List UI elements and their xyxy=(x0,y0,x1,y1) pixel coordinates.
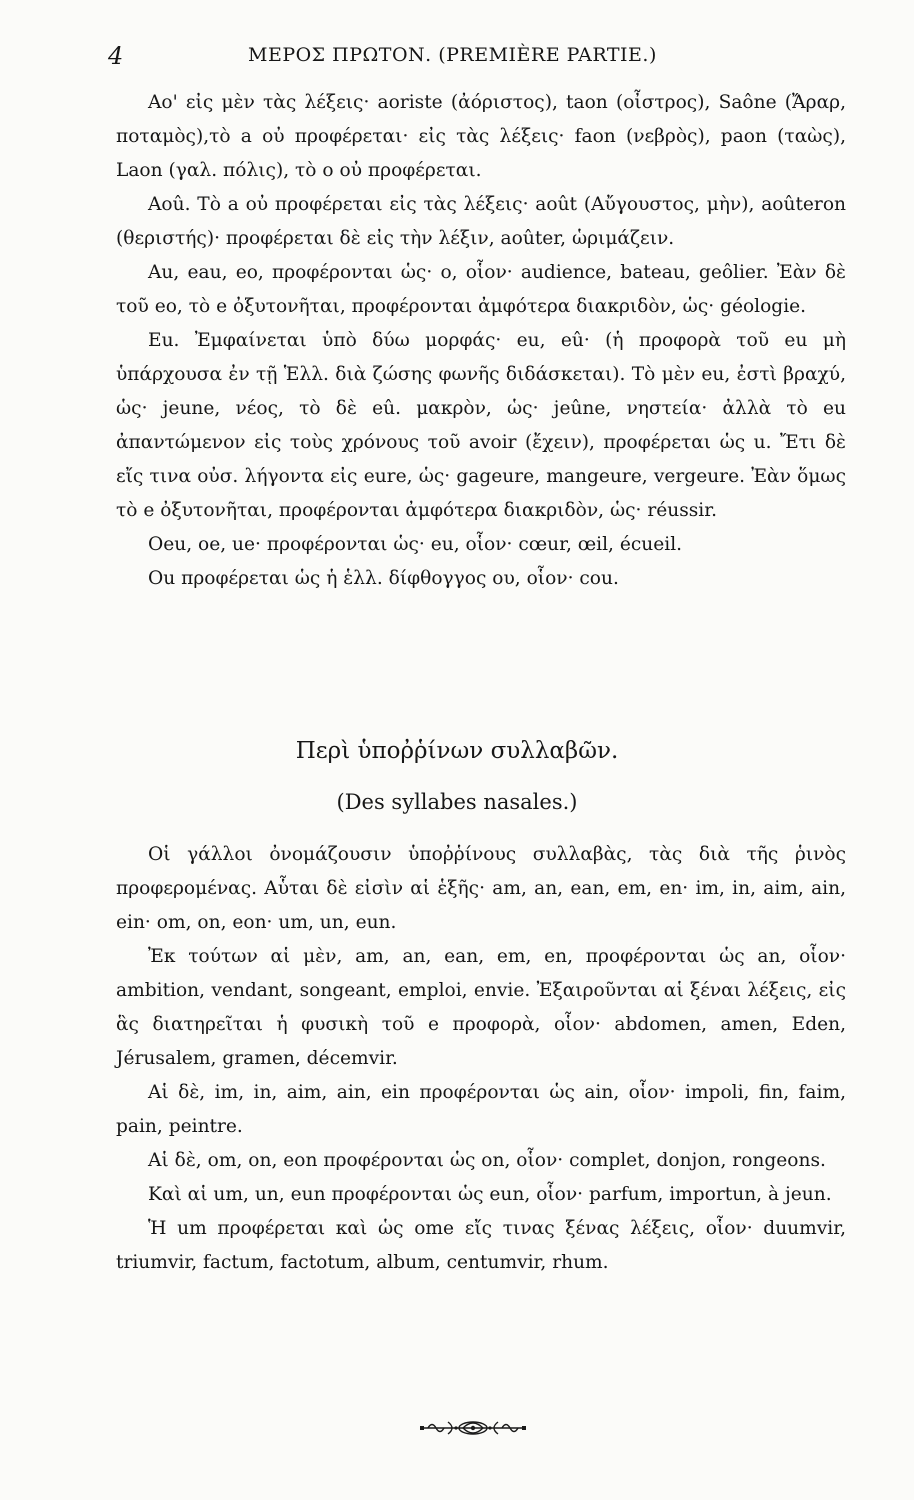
paragraph-ao: Αο' εἰς μὲν τὰς λέξεις· aoriste (ἀόριστος), taon (οἶστρος), Saône (Ἄραρ, ποταμὸς),τὸ a οὐ προφέρεται· εἰς τὰς λέξεις· faon (νεβρὸς), paon (ταὼς), Laon (γαλ. πόλις), τὸ ο οὐ προφέρεται. xyxy=(116,92,846,181)
page-number: 4 xyxy=(108,42,124,70)
paragraph-nasal-intro: Οἱ γάλλοι ὀνομάζουσιν ὑποῤῥίνους συλλαβὰς, τὰς διὰ τῆς ῥινὸς προφερομένας. Αὗται δὲ εἰσὶν αἱ ἑξῆς· am, an, ean, em, en· im, in, aim, ain, ein· om, on, eon· um, un, eun. xyxy=(116,844,846,933)
nasal-syllables-section xyxy=(116,838,846,1280)
running-title: ΜΕΡΟΣ ΠΡΩΤΟΝ. (PREMIÈRE PARTIE.) xyxy=(248,44,657,66)
paragraph-aou: Αοû. Τὸ a οὐ προφέρεται εἰς τὰς λέξεις· août (Αὔγουστος, μὴν), aoûteron (θεριστής)· προφέρεται δὲ εἰς τὴν λέξιν, aoûter, ὡριμάζειν. xyxy=(116,194,846,249)
paragraph-nasal-um: Ἡ um προφέρεται καὶ ὡς ome εἴς τινας ξένας λέξεις, οἷον· duumvir, triumvir, factum, factotum, album, centumvir, rhum. xyxy=(116,1218,846,1273)
paragraph-ou: Ou προφέρεται ὡς ἡ ἑλλ. δίφθογγος ου, οἷον· cou. xyxy=(148,568,619,589)
paragraph-eu: Eu. Ἐμφαίνεται ὑπὸ δύω μορφάς· eu, eû· (ἡ προφορὰ τοῦ eu μὴ ὑπάρχουσα ἐν τῇ Ἑλλ. διὰ ζώσης φωνῆς διδάσκεται). Τὸ μὲν eu, ἐστὶ βραχύ, ὡς· jeune, νέος, τὸ δὲ eû. μακρὸν, ὡς· jeûne, νηστεία· ἀλλὰ τὸ eu ἀπαντώμενον εἰς τοὺς χρόνους τοῦ avoir (ἔχειν), προφέρεται ὡς u. Ἔτι δὲ εἴς τινα οὐσ. λήγοντα εἰς eure, ὡς· gageure, mangeure, vergeure. Ἐὰν ὅμως τὸ e ὀξυτονῆται, προφέρονται ἀμφότερα διακριδὸν, ὡς· réussir. xyxy=(116,330,846,521)
paragraph-nasal-ain: Αἱ δὲ, im, in, aim, ain, ein προφέρονται ὡς ain, οἷον· impoli, fin, faim, pain, peintre. xyxy=(116,1082,846,1137)
paragraph-nasal-eun: Καὶ αἱ um, un, eun προφέρονται ὡς eun, οἷον· parfum, importun, à jeun. xyxy=(148,1184,832,1205)
paragraph-nasal-on: Αἱ δὲ, om, on, eon προφέρονται ὡς on, οἷον· complet, donjon, rongeons. xyxy=(148,1150,826,1171)
paragraph-nasal-an: Ἐκ τούτων αἱ μὲν, am, an, ean, em, en, προφέρονται ὡς an, οἷον· ambition, vendant, songeant, emploi, envie. Ἐξαιροῦνται αἱ ξέναι λέξεις, εἰς ἃς διατηρεῖται ἡ φυσικὴ τοῦ e προφορὰ, οἷον· abdomen, amen, Eden, Jérusalem, gramen, décemvir. xyxy=(116,946,846,1069)
paragraph-au-eau-eo: Au, eau, eo, προφέρονται ὡς· o, οἷον· audience, bateau, geôlier. Ἐὰν δὲ τοῦ eo, τὸ e ὀξυτονῆται, προφέρονται ἀμφότερα διακριδὸν, ὡς· géologie. xyxy=(116,262,846,317)
section-heading-greek: Περὶ ὑποῤῥίνων συλλαβῶν. xyxy=(295,738,619,764)
section-heading-french: (Des syllabes nasales.) xyxy=(336,790,578,814)
ornament-divider-icon xyxy=(418,1418,528,1438)
vowel-combinations-section xyxy=(116,86,846,596)
paragraph-oeu: Oeu, oe, ue· προφέρονται ὡς· eu, οἷον· cœur, œil, écueil. xyxy=(148,534,683,555)
running-head xyxy=(108,42,840,72)
